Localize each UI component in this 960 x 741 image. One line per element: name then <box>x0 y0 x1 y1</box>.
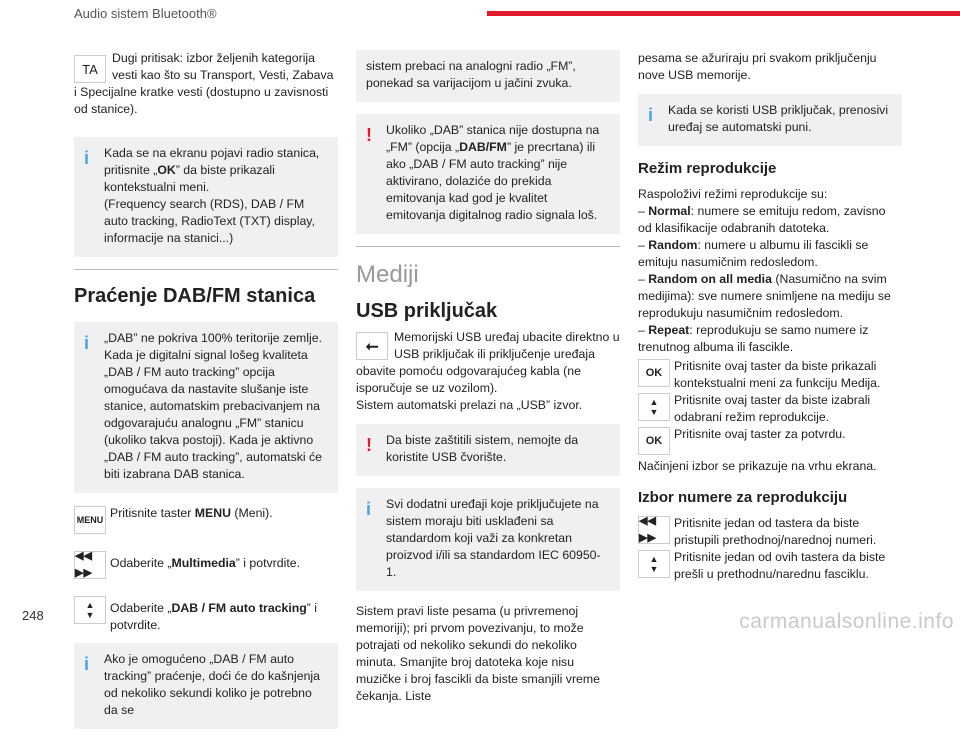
info-box-context-menu <box>74 137 338 257</box>
multimedia-instruction <box>74 550 338 586</box>
warning-icon: ! <box>366 125 372 145</box>
folder-text: Pritisnite jedan od ovih tastera da biste prešli u prethodnu/narednu fasciklu. <box>674 550 886 581</box>
mode-item: – Random on all media (Nasumično na svim medijima): sve numere snimljene na mediju se reprodukuju nasumičnim redosledom. <box>638 272 891 320</box>
playlist-paragraph-continued: pesama se ažuriraju pri svakom priključenju nove USB memorije. <box>638 51 877 82</box>
info-box-dab <box>74 322 338 493</box>
info-text: Ako je omogućeno „DAB / FM auto tracking” praćenje, doći će do kašnjenja od nekoliko sekundi koliko je potrebno da se <box>104 652 321 717</box>
warning-box-hub <box>356 424 620 476</box>
updown-text: Pritisnite ovaj taster da biste izabrali odabrani režim reprodukcije. <box>674 393 871 424</box>
playlist-paragraph: Sistem pravi liste pesama (u privremenoj memoriji); pri prvom povezivanju, to može potrajati od nekoliko sekundi do nekoliko minuta. Smanjite broj datoteka koje nisu muzičke i broj fascikli da biste smanjili vreme čekanja. Liste <box>356 604 600 703</box>
usb-instruction <box>356 329 620 414</box>
section-title-media: Mediji <box>356 261 419 288</box>
ok-confirm-instruction <box>638 426 902 456</box>
warning-text: Ukoliko „DAB” stanica nije dostupna na „FM” (opcija „DAB/FM” je precrtana) ili ako „DAB / FM auto tracking” nije aktivirano, dolaziće do prekida emitovanja kad god je kvalitet emitovanja digitalnog radio signala loš. <box>386 123 600 222</box>
up-down-arrows-icon: ▲ ▼ <box>74 596 106 624</box>
ta-text: Dugi pritisak: izbor željenih kategorija vesti kao što su Transport, Vesti, Zabava i Specijalne kratke vesti (dostupno u zavisnosti od stanice). <box>74 51 334 116</box>
column-middle <box>356 50 620 705</box>
info-box-continued <box>356 50 620 102</box>
heading-track-selection: Izbor numere za reprodukciju <box>638 489 848 506</box>
info-text: Svi dodatni uređaji koje priključujete na sistem moraju biti usklađeni sa standardom koji važi za konkretan proizvod i/ili sa standardom IEC 60950-1. <box>386 497 601 579</box>
mode-item: – Normal: numere se emituju redom, zavisno od klasifikacije odabranih datoteka. <box>638 204 886 235</box>
header-red-bar <box>487 11 960 16</box>
up-down-arrows-icon: ▲ ▼ <box>638 393 670 421</box>
mode-item: – Random: numere u albumu ili fascikli se emituju nasumičnim redosledom. <box>638 238 869 269</box>
usb-text: Memorijski USB uređaj ubacite direktno u USB priključak ili priključenje uređaja obavite pomoću odgovarajućeg kabla (ne isporučuje se uz vozilom). <box>356 330 620 395</box>
column-left <box>74 50 338 741</box>
info-text-2: (Frequency search (RDS), DAB / FM auto tracking, RadioText (TXT) display, informacije na stanici...) <box>104 197 315 245</box>
ok-text: Pritisnite ovaj taster da biste prikazali kontekstualni meni za funkciju Medija. <box>674 359 881 390</box>
menu-key-icon: MENU <box>74 506 106 534</box>
heading-playback-mode: Režim reprodukcije <box>638 160 777 177</box>
ok-key-icon: OK <box>638 427 670 455</box>
info-text: Kada se koristi USB priključak, prenosivi uređaj se automatski puni. <box>668 103 889 134</box>
usb-icon: ⭠ <box>356 332 388 360</box>
updown-instruction <box>638 392 902 426</box>
info-text: „DAB” ne pokriva 100% teritorije zemlje. Kada je digitalni signal lošeg kvaliteta „DAB / FM auto tracking” opcija omogućava da nastavite slušanje iste stanice, automatskim prebacivanjem na odgovarajuću analognu „FM” stanicu (ukoliko takva postoji). Kada je aktivno „DAB / FM auto tracking”, automatski će biti izabrana DAB stanica. <box>104 331 323 481</box>
selection-shown-text: Načinjeni izbor se prikazuje na vrhu ekrana. <box>638 459 877 473</box>
info-icon: i <box>84 654 90 674</box>
info-text: Kada se na ekranu pojavi radio stanica, pritisnite „OK” da biste prikazali kontekstualni meni. <box>104 146 320 194</box>
left-right-arrows-icon: ◀◀ ▶▶ <box>638 516 670 544</box>
left-right-text: Pritisnite jedan od tastera da biste pristupili prethodnoj/narednoj numeri. <box>674 516 877 547</box>
divider <box>74 269 338 270</box>
warning-box-dab <box>356 114 620 234</box>
ok-confirm-text: Pritisnite ovaj taster za potvrdu. <box>674 427 846 441</box>
menu-text: Pritisnite taster MENU (Meni). <box>110 506 273 520</box>
left-right-instruction <box>638 515 902 549</box>
mode-item: – Repeat: reprodukuju se samo numere iz trenutnog albuma ili fascikle. <box>638 323 869 354</box>
warning-icon: ! <box>366 435 372 455</box>
usb-text-2: Sistem automatski prelazi na „USB” izvor. <box>356 398 583 412</box>
info-text: sistem prebaci na analogni radio „FM”, ponekad sa varijacijom u jačini zvuka. <box>366 59 576 90</box>
info-box-standard <box>356 488 620 591</box>
info-icon: i <box>84 148 90 168</box>
ok-key-icon: OK <box>638 359 670 387</box>
info-icon: i <box>366 499 372 519</box>
menu-instruction <box>74 505 338 541</box>
ta-instruction <box>74 50 338 118</box>
page-number: 248 <box>22 608 44 623</box>
left-right-arrows-icon: ◀◀ ▶▶ <box>74 551 106 579</box>
dab-tracking-instruction <box>74 595 338 634</box>
warning-text: Da biste zaštitili sistem, nemojte da koristite USB čvorište. <box>386 433 579 464</box>
folder-instruction <box>638 549 902 583</box>
section-heading-usb: USB priključak <box>356 300 498 322</box>
info-box-charging <box>638 94 902 146</box>
header-title: Audio sistem Bluetooth® <box>74 6 217 21</box>
ok-instruction <box>638 358 902 392</box>
up-down-arrows-icon: ▲ ▼ <box>638 550 670 578</box>
divider <box>356 246 620 247</box>
info-icon: i <box>84 333 90 353</box>
ta-key-icon: TA <box>74 55 106 83</box>
multimedia-text: Odaberite „Multimedia” i potvrdite. <box>110 556 300 570</box>
watermark: carmanualsonline.info <box>739 610 954 633</box>
info-icon: i <box>648 105 654 125</box>
section-heading-dab: Praćenje DAB/FM stanica <box>74 285 316 307</box>
dab-tracking-text: Odaberite „DAB / FM auto tracking” i potvrdite. <box>110 601 318 632</box>
playback-intro: Raspoloživi režimi reprodukcije su: <box>638 187 828 201</box>
info-box-delay <box>74 643 338 729</box>
column-right <box>638 50 902 583</box>
